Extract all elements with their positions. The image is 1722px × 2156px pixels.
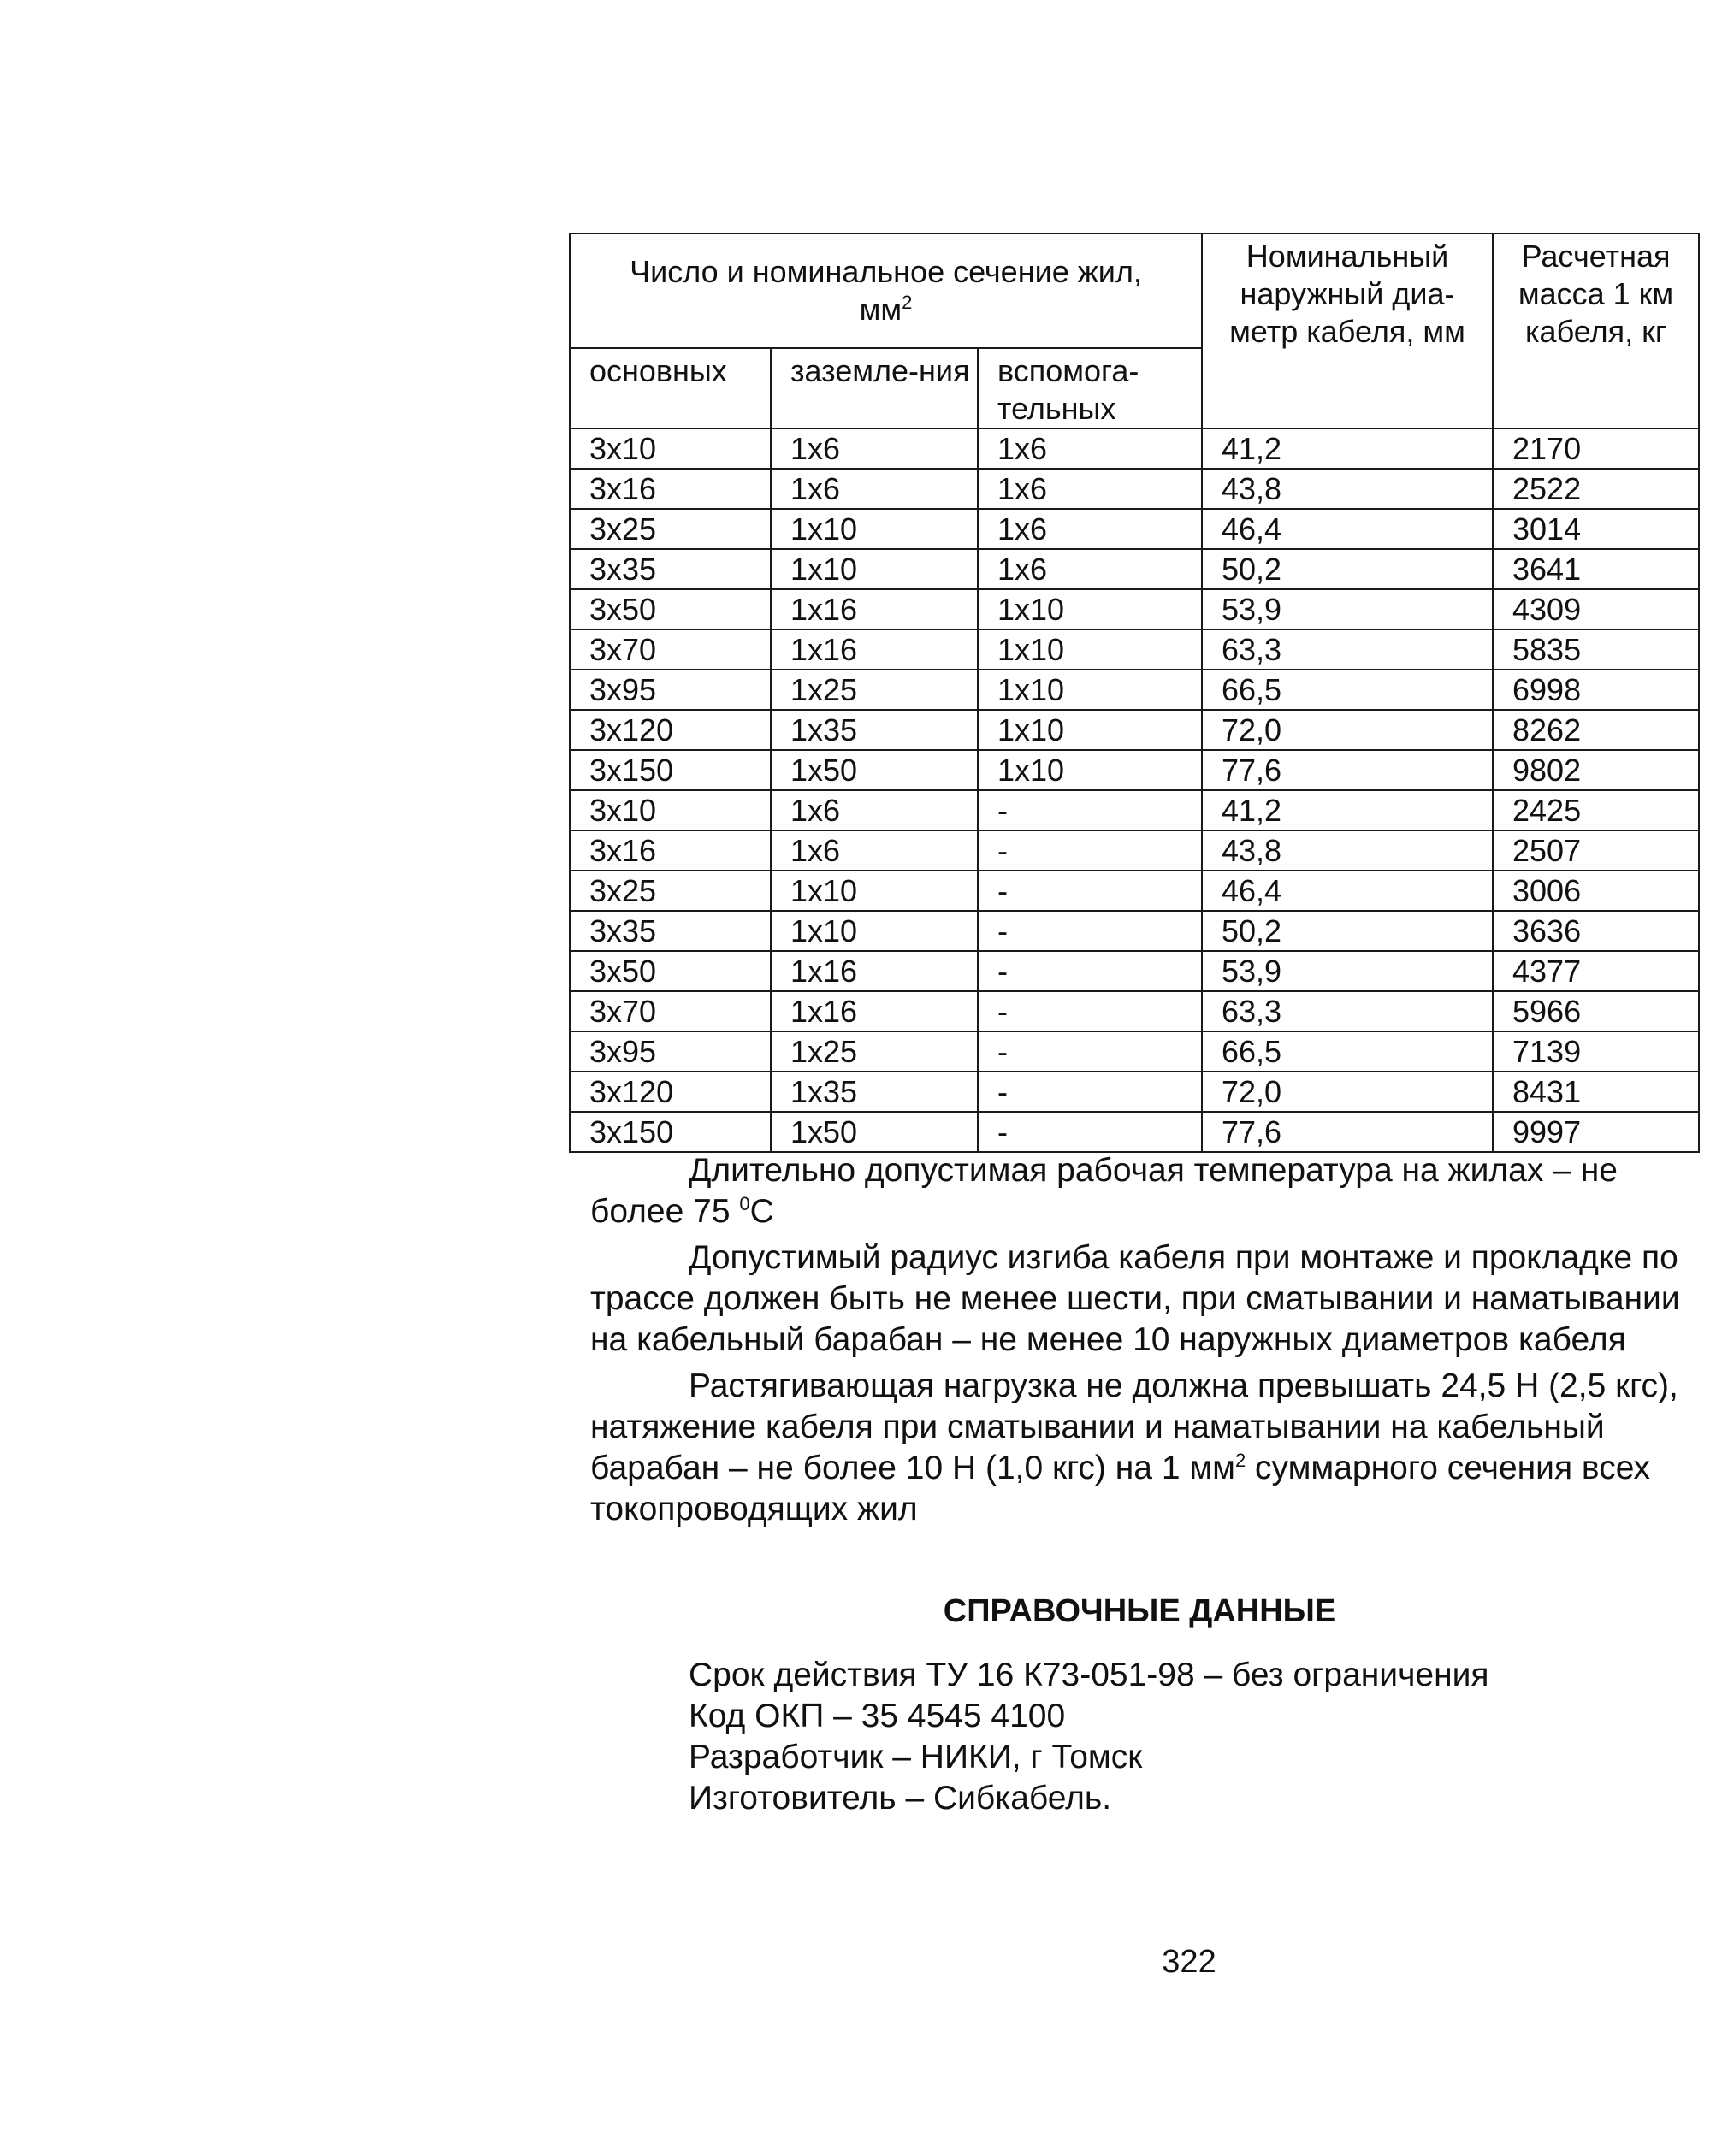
header-cores-group-unit-sup: 2	[902, 292, 913, 313]
main-cores-cell: 3х10	[570, 790, 771, 830]
ground-cores-cell: 1х25	[771, 1031, 978, 1072]
mass-cell: 2170	[1493, 428, 1699, 469]
main-cores-cell: 3х150	[570, 1112, 771, 1152]
aux-cores-cell: -	[978, 790, 1202, 830]
main-cores-cell: 3х35	[570, 911, 771, 951]
cable-specs-table	[569, 233, 1700, 1153]
header-aux-cores: вспомога-тельных	[978, 348, 1202, 428]
header-ground-cores: заземле-ния	[771, 348, 978, 428]
diameter-cell: 66,5	[1202, 670, 1493, 710]
main-cores-cell: 3х150	[570, 750, 771, 790]
reference-heading: СПРАВОЧНЫЕ ДАННЫЕ	[943, 1593, 1337, 1629]
header-diameter: Номинальный наружный диа-метр кабеля, мм	[1202, 233, 1493, 428]
main-cores-cell: 3х50	[570, 951, 771, 991]
paragraph-temperature-unit: С	[749, 1193, 774, 1230]
main-cores-cell: 3х10	[570, 428, 771, 469]
aux-cores-cell: 1х6	[978, 469, 1202, 509]
paragraph-tensile-load	[590, 1366, 1689, 1530]
table-row	[570, 629, 1699, 670]
mass-cell: 4377	[1493, 951, 1699, 991]
mass-cell: 9997	[1493, 1112, 1699, 1152]
aux-cores-cell: 1х10	[978, 750, 1202, 790]
ground-cores-cell: 1х6	[771, 469, 978, 509]
mass-cell: 6998	[1493, 670, 1699, 710]
table-row	[570, 1112, 1699, 1152]
mass-cell: 7139	[1493, 1031, 1699, 1072]
ground-cores-cell: 1х35	[771, 1072, 978, 1112]
mass-cell: 8262	[1493, 710, 1699, 750]
mass-cell: 9802	[1493, 750, 1699, 790]
table-header-row-1	[570, 233, 1699, 348]
table-row	[570, 951, 1699, 991]
ground-cores-cell: 1х6	[771, 830, 978, 871]
diameter-cell: 63,3	[1202, 991, 1493, 1031]
aux-cores-cell: 1х10	[978, 629, 1202, 670]
table-row	[570, 790, 1699, 830]
page-number: 322	[1162, 1944, 1216, 1980]
table-row	[570, 509, 1699, 549]
diameter-cell: 66,5	[1202, 1031, 1493, 1072]
header-main-cores: основных	[570, 348, 771, 428]
diameter-cell: 41,2	[1202, 428, 1493, 469]
aux-cores-cell: 1х6	[978, 509, 1202, 549]
ground-cores-cell: 1х10	[771, 871, 978, 911]
diameter-cell: 50,2	[1202, 549, 1493, 589]
reference-item-validity: Срок действия ТУ 16 К73-051-98 – без ограничения	[689, 1657, 1489, 1693]
ground-cores-cell: 1х10	[771, 509, 978, 549]
main-cores-cell: 3х16	[570, 469, 771, 509]
reference-item-developer: Разработчик – НИКИ, г Томск	[689, 1739, 1143, 1775]
aux-cores-cell: 1х10	[978, 710, 1202, 750]
paragraph-tensile-load-sup: 2	[1234, 1450, 1246, 1471]
diameter-cell: 77,6	[1202, 750, 1493, 790]
mass-cell: 5966	[1493, 991, 1699, 1031]
cable-specs-table-wrapper	[569, 233, 1698, 1153]
table-row	[570, 428, 1699, 469]
header-cores-group-unit: мм	[859, 292, 902, 327]
aux-cores-cell: -	[978, 951, 1202, 991]
ground-cores-cell: 1х50	[771, 750, 978, 790]
table-row	[570, 469, 1699, 509]
ground-cores-cell: 1х35	[771, 710, 978, 750]
ground-cores-cell: 1х16	[771, 991, 978, 1031]
aux-cores-cell: -	[978, 1072, 1202, 1112]
ground-cores-cell: 1х10	[771, 549, 978, 589]
table-body	[570, 428, 1699, 1152]
aux-cores-cell: -	[978, 911, 1202, 951]
ground-cores-cell: 1х6	[771, 428, 978, 469]
diameter-cell: 43,8	[1202, 469, 1493, 509]
mass-cell: 2425	[1493, 790, 1699, 830]
aux-cores-cell: -	[978, 1112, 1202, 1152]
diameter-cell: 43,8	[1202, 830, 1493, 871]
ground-cores-cell: 1х6	[771, 790, 978, 830]
diameter-cell: 53,9	[1202, 589, 1493, 629]
ground-cores-cell: 1х10	[771, 911, 978, 951]
body-text	[590, 1150, 1689, 1535]
main-cores-cell: 3х95	[570, 1031, 771, 1072]
paragraph-temperature-text: Длительно допустимая рабочая температура на жилах – не более 75	[590, 1152, 1618, 1230]
mass-cell: 3014	[1493, 509, 1699, 549]
paragraph-temperature	[590, 1150, 1689, 1232]
table-row	[570, 911, 1699, 951]
table-row	[570, 589, 1699, 629]
aux-cores-cell: -	[978, 991, 1202, 1031]
main-cores-cell: 3х70	[570, 629, 771, 670]
table-row	[570, 1072, 1699, 1112]
aux-cores-cell: -	[978, 1031, 1202, 1072]
diameter-cell: 72,0	[1202, 1072, 1493, 1112]
diameter-cell: 72,0	[1202, 710, 1493, 750]
mass-cell: 3636	[1493, 911, 1699, 951]
aux-cores-cell: 1х10	[978, 589, 1202, 629]
paragraph-temperature-degree: 0	[739, 1193, 750, 1214]
diameter-cell: 53,9	[1202, 951, 1493, 991]
diameter-cell: 50,2	[1202, 911, 1493, 951]
diameter-cell: 46,4	[1202, 871, 1493, 911]
paragraph-tensile-load-rest: суммарного сечения всех токопроводящих жил	[590, 1450, 1651, 1527]
ground-cores-cell: 1х50	[771, 1112, 978, 1152]
mass-cell: 2522	[1493, 469, 1699, 509]
aux-cores-cell: 1х10	[978, 670, 1202, 710]
main-cores-cell: 3х16	[570, 830, 771, 871]
main-cores-cell: 3х35	[570, 549, 771, 589]
table-row	[570, 549, 1699, 589]
header-cores-group-unit-line	[579, 291, 1192, 328]
table-row	[570, 991, 1699, 1031]
table-row	[570, 710, 1699, 750]
header-cores-group	[570, 233, 1202, 348]
diameter-cell: 63,3	[1202, 629, 1493, 670]
aux-cores-cell: -	[978, 871, 1202, 911]
ground-cores-cell: 1х16	[771, 589, 978, 629]
reference-list	[689, 1655, 1489, 1819]
diameter-cell: 41,2	[1202, 790, 1493, 830]
table-row	[570, 830, 1699, 871]
main-cores-cell: 3х120	[570, 1072, 771, 1112]
diameter-cell: 77,6	[1202, 1112, 1493, 1152]
main-cores-cell: 3х95	[570, 670, 771, 710]
ground-cores-cell: 1х16	[771, 629, 978, 670]
ground-cores-cell: 1х16	[771, 951, 978, 991]
reference-item-manufacturer: Изготовитель – Сибкабель.	[689, 1780, 1112, 1816]
table-row	[570, 871, 1699, 911]
aux-cores-cell: 1х6	[978, 549, 1202, 589]
main-cores-cell: 3х25	[570, 871, 771, 911]
table-row	[570, 750, 1699, 790]
ground-cores-cell: 1х25	[771, 670, 978, 710]
mass-cell: 3006	[1493, 871, 1699, 911]
diameter-cell: 46,4	[1202, 509, 1493, 549]
mass-cell: 4309	[1493, 589, 1699, 629]
header-cores-group-title: Число и номинальное сечение жил,	[630, 254, 1142, 289]
table-row	[570, 670, 1699, 710]
mass-cell: 8431	[1493, 1072, 1699, 1112]
table-row	[570, 1031, 1699, 1072]
main-cores-cell: 3х50	[570, 589, 771, 629]
mass-cell: 5835	[1493, 629, 1699, 670]
paragraph-tensile-load-text: Растягивающая нагрузка не должна превышать 24,5 Н (2,5 кгс), натяжение кабеля при сматывании и наматывании на кабельный барабан – не более 10 Н (1,0 кгс) на 1 мм	[590, 1367, 1678, 1486]
mass-cell: 3641	[1493, 549, 1699, 589]
mass-cell: 2507	[1493, 830, 1699, 871]
paragraph-bend-radius: Допустимый радиус изгиба кабеля при монтаже и прокладке по трассе должен быть не менее шести, при сматывании и наматывании на кабельный барабан – не менее 10 наружных диаметров кабеля	[590, 1239, 1680, 1358]
aux-cores-cell: -	[978, 830, 1202, 871]
aux-cores-cell: 1х6	[978, 428, 1202, 469]
main-cores-cell: 3х70	[570, 991, 771, 1031]
main-cores-cell: 3х120	[570, 710, 771, 750]
reference-item-okp-code: Код ОКП – 35 4545 4100	[689, 1698, 1066, 1734]
header-mass: Расчетная масса 1 км кабеля, кг	[1493, 233, 1699, 428]
main-cores-cell: 3х25	[570, 509, 771, 549]
